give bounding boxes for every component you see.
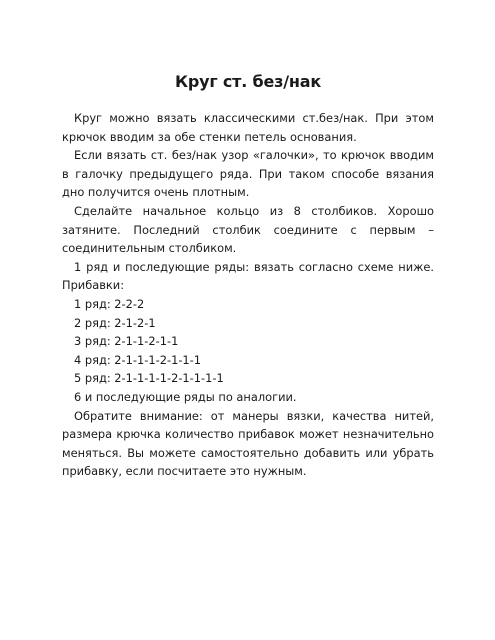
paragraph-closing-note: Обратите внимание: от манеры вязки, качества нитей, размера крючка количество прибавок может незначительно меняться. Вы можете самостоятельно добавить или убрать прибавку, если посчитаете это нужным. <box>62 408 434 479</box>
list-item: 4 ряд: 2-1-1-1-2-1-1-1 <box>74 352 202 367</box>
list-item: 2 ряд: 2-1-2-1 <box>74 315 156 330</box>
paragraph-rows-intro: 1 ряд и последующие ряды: вязать согласно схеме ниже. Прибавки: <box>62 259 434 293</box>
list-item: 6 и последующие ряды по аналогии. <box>74 389 297 404</box>
list-item: 1 ряд: 2-2-2 <box>74 296 145 311</box>
document-page <box>62 72 434 481</box>
paragraph-galochki: Если вязать ст. без/нак узор «галочки», то крючок вводим в галочку предыдущего ряда. При таком способе вязания дно получится очень плотным. <box>62 148 434 200</box>
paragraph-intro: Круг можно вязать классическими ст.без/нак. При этом крючок вводим за обе стенки петель основания. <box>62 111 434 144</box>
paragraph-start-ring: Сделайте начальное кольцо из 8 столбиков. Хорошо затяните. Последний столбик соедините с первым – соединительным столбиком. <box>62 203 434 256</box>
list-item: 5 ряд: 2-1-1-1-1-2-1-1-1-1 <box>74 371 224 386</box>
increase-rows-list <box>62 295 434 407</box>
list-item: 3 ряд: 2-1-1-2-1-1 <box>74 334 179 349</box>
document-title: Круг ст. без/нак <box>175 72 321 91</box>
